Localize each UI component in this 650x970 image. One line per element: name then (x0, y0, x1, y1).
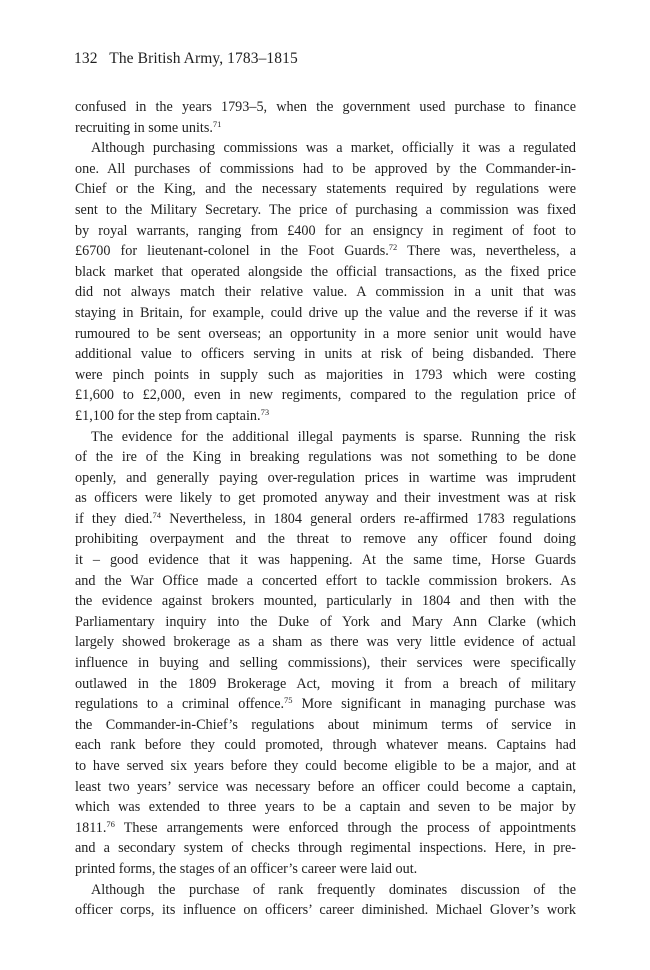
text-line (75, 509, 576, 530)
text-line (75, 591, 576, 612)
line-text: largely showed brokerage as a sham as there was very little evidence of actual (75, 634, 576, 651)
line-text: prohibiting overpayment and the threat to remove any officer found doing (75, 531, 576, 548)
running-header (74, 50, 298, 68)
footnote-marker: 71 (212, 118, 222, 129)
line-text: 1811. (75, 819, 107, 836)
line-text: the evidence against brokers mounted, particularly in 1804 and then with the (75, 593, 576, 610)
line-text: Although purchasing commissions was a market, officially it was a regulated (91, 140, 576, 157)
text-line (75, 735, 576, 756)
line-text: each rank before they could promoted, through whatever means. Captains had (75, 737, 576, 754)
text-line (75, 612, 576, 633)
line-text: which was extended to three years to be a captain and seven to be major by (75, 799, 576, 816)
text-line (75, 303, 576, 324)
footnote-marker: 72 (388, 242, 398, 253)
text-line (75, 653, 576, 674)
body-text (75, 97, 576, 921)
text-line (75, 900, 576, 921)
line-text: staying in Britain, for example, could drive up the value and the reverse if it was (75, 304, 576, 321)
line-text: Chief or the King, and the necessary statements required by regulations were (75, 181, 576, 198)
line-text: rumoured to be sent overseas; an opportunity in a more senior unit would have (75, 325, 576, 342)
line-text: sent to the Military Secretary. The price of purchasing a commission was fixed (75, 201, 576, 218)
footnote-marker: 73 (260, 406, 270, 417)
text-line (75, 818, 576, 839)
text-line (75, 694, 576, 715)
line-text: £1,100 for the step from captain. (75, 407, 261, 424)
line-text: by royal warrants, ranging from £400 for an ensigncy in regiment of foot to (75, 222, 576, 239)
text-line (75, 447, 576, 468)
running-title: The British Army, 1783–1815 (109, 50, 298, 67)
text-line (75, 97, 576, 118)
text-line (75, 777, 576, 798)
line-text: officer corps, its influence on officers’ career diminished. Michael Glover’s work (75, 902, 576, 919)
line-text-continued: There was, nevertheless, a (397, 243, 576, 260)
text-line (75, 365, 576, 386)
line-text: influence in buying and selling commissions), their services were specifically (75, 655, 576, 672)
line-text: Parliamentary inquiry into the Duke of York and Mary Ann Clarke (which (75, 613, 576, 630)
text-line (75, 756, 576, 777)
text-line (75, 550, 576, 571)
text-line (75, 385, 576, 406)
text-line (75, 632, 576, 653)
text-line (75, 529, 576, 550)
text-line (75, 715, 576, 736)
text-line (75, 118, 576, 139)
footnote-marker: 76 (106, 818, 115, 829)
text-line (75, 797, 576, 818)
line-text: the Commander-in-Chief’s regulations about minimum terms of service in (75, 716, 576, 733)
text-line (75, 262, 576, 283)
line-text-continued: Nevertheless, in 1804 general orders re-affirmed 1783 regulations (161, 510, 576, 527)
line-text-continued: More significant in managing purchase was (292, 696, 576, 713)
page-number: 132 (74, 50, 98, 67)
text-line (75, 179, 576, 200)
line-text: least two years’ service was necessary before an officer could become a captain, (75, 778, 576, 795)
text-line (75, 488, 576, 509)
text-line (75, 200, 576, 221)
text-line (75, 571, 576, 592)
text-line (75, 406, 576, 427)
text-line (75, 880, 576, 901)
text-line (75, 344, 576, 365)
text-line (75, 138, 576, 159)
line-text: if they died. (75, 510, 153, 527)
line-text: £1,600 to £2,000, even in new regiments, compared to the regulation price of (75, 387, 576, 404)
footnote-marker: 74 (152, 509, 162, 520)
text-line (75, 282, 576, 303)
line-text: Although the purchase of rank frequently dominates discussion of the (91, 881, 576, 898)
line-text: regulations to a criminal offence. (75, 696, 285, 713)
line-text-continued: These arrangements were enforced through the process of appointments (114, 819, 576, 836)
line-text: of the ire of the King in breaking regulations was not something to be done (75, 449, 576, 466)
line-text: black market that operated alongside the official transactions, as the fixed price (75, 263, 576, 280)
line-text: were pinch points in supply such as majorities in 1793 which were costing (75, 366, 576, 383)
line-text: The evidence for the additional illegal payments is sparse. Running the risk (91, 428, 576, 445)
line-text: and a secondary system of checks through regimental inspections. Here, in pre- (75, 840, 576, 857)
line-text: additional value to officers serving in units at risk of being disbanded. There (75, 346, 576, 363)
text-line (75, 838, 576, 859)
text-line (75, 221, 576, 242)
line-text: printed forms, the stages of an officer’s career were laid out. (75, 860, 418, 877)
line-text: £6700 for lieutenant-colonel in the Foot Guards. (75, 243, 389, 260)
text-line (75, 241, 576, 262)
line-text: and the War Office made a concerted effort to tackle commission brokers. As (75, 572, 576, 589)
text-line (75, 468, 576, 489)
text-line (75, 427, 576, 448)
line-text: outlawed in the 1809 Brokerage Act, moving it from a breach of military (75, 675, 576, 692)
line-text: one. All purchases of commissions had to be approved by the Commander-in- (75, 160, 576, 177)
line-text: as officers were likely to get promoted anyway and their investment was at risk (75, 490, 576, 507)
text-line (75, 324, 576, 345)
line-text: recruiting in some units. (75, 119, 213, 136)
line-text: openly, and generally paying over-regulation prices in wartime was imprudent (75, 469, 576, 486)
line-text: confused in the years 1793–5, when the government used purchase to finance (75, 99, 576, 115)
footnote-marker: 75 (284, 695, 293, 706)
text-line (75, 674, 576, 695)
text-line (75, 159, 576, 180)
text-line (75, 859, 576, 880)
line-text: it – good evidence that it was happening. At the same time, Horse Guards (75, 552, 576, 569)
line-text: did not always match their relative value. A commission in a unit that was (75, 284, 576, 301)
line-text: to have served six years before they could become eligible to be a major, and at (75, 758, 576, 774)
